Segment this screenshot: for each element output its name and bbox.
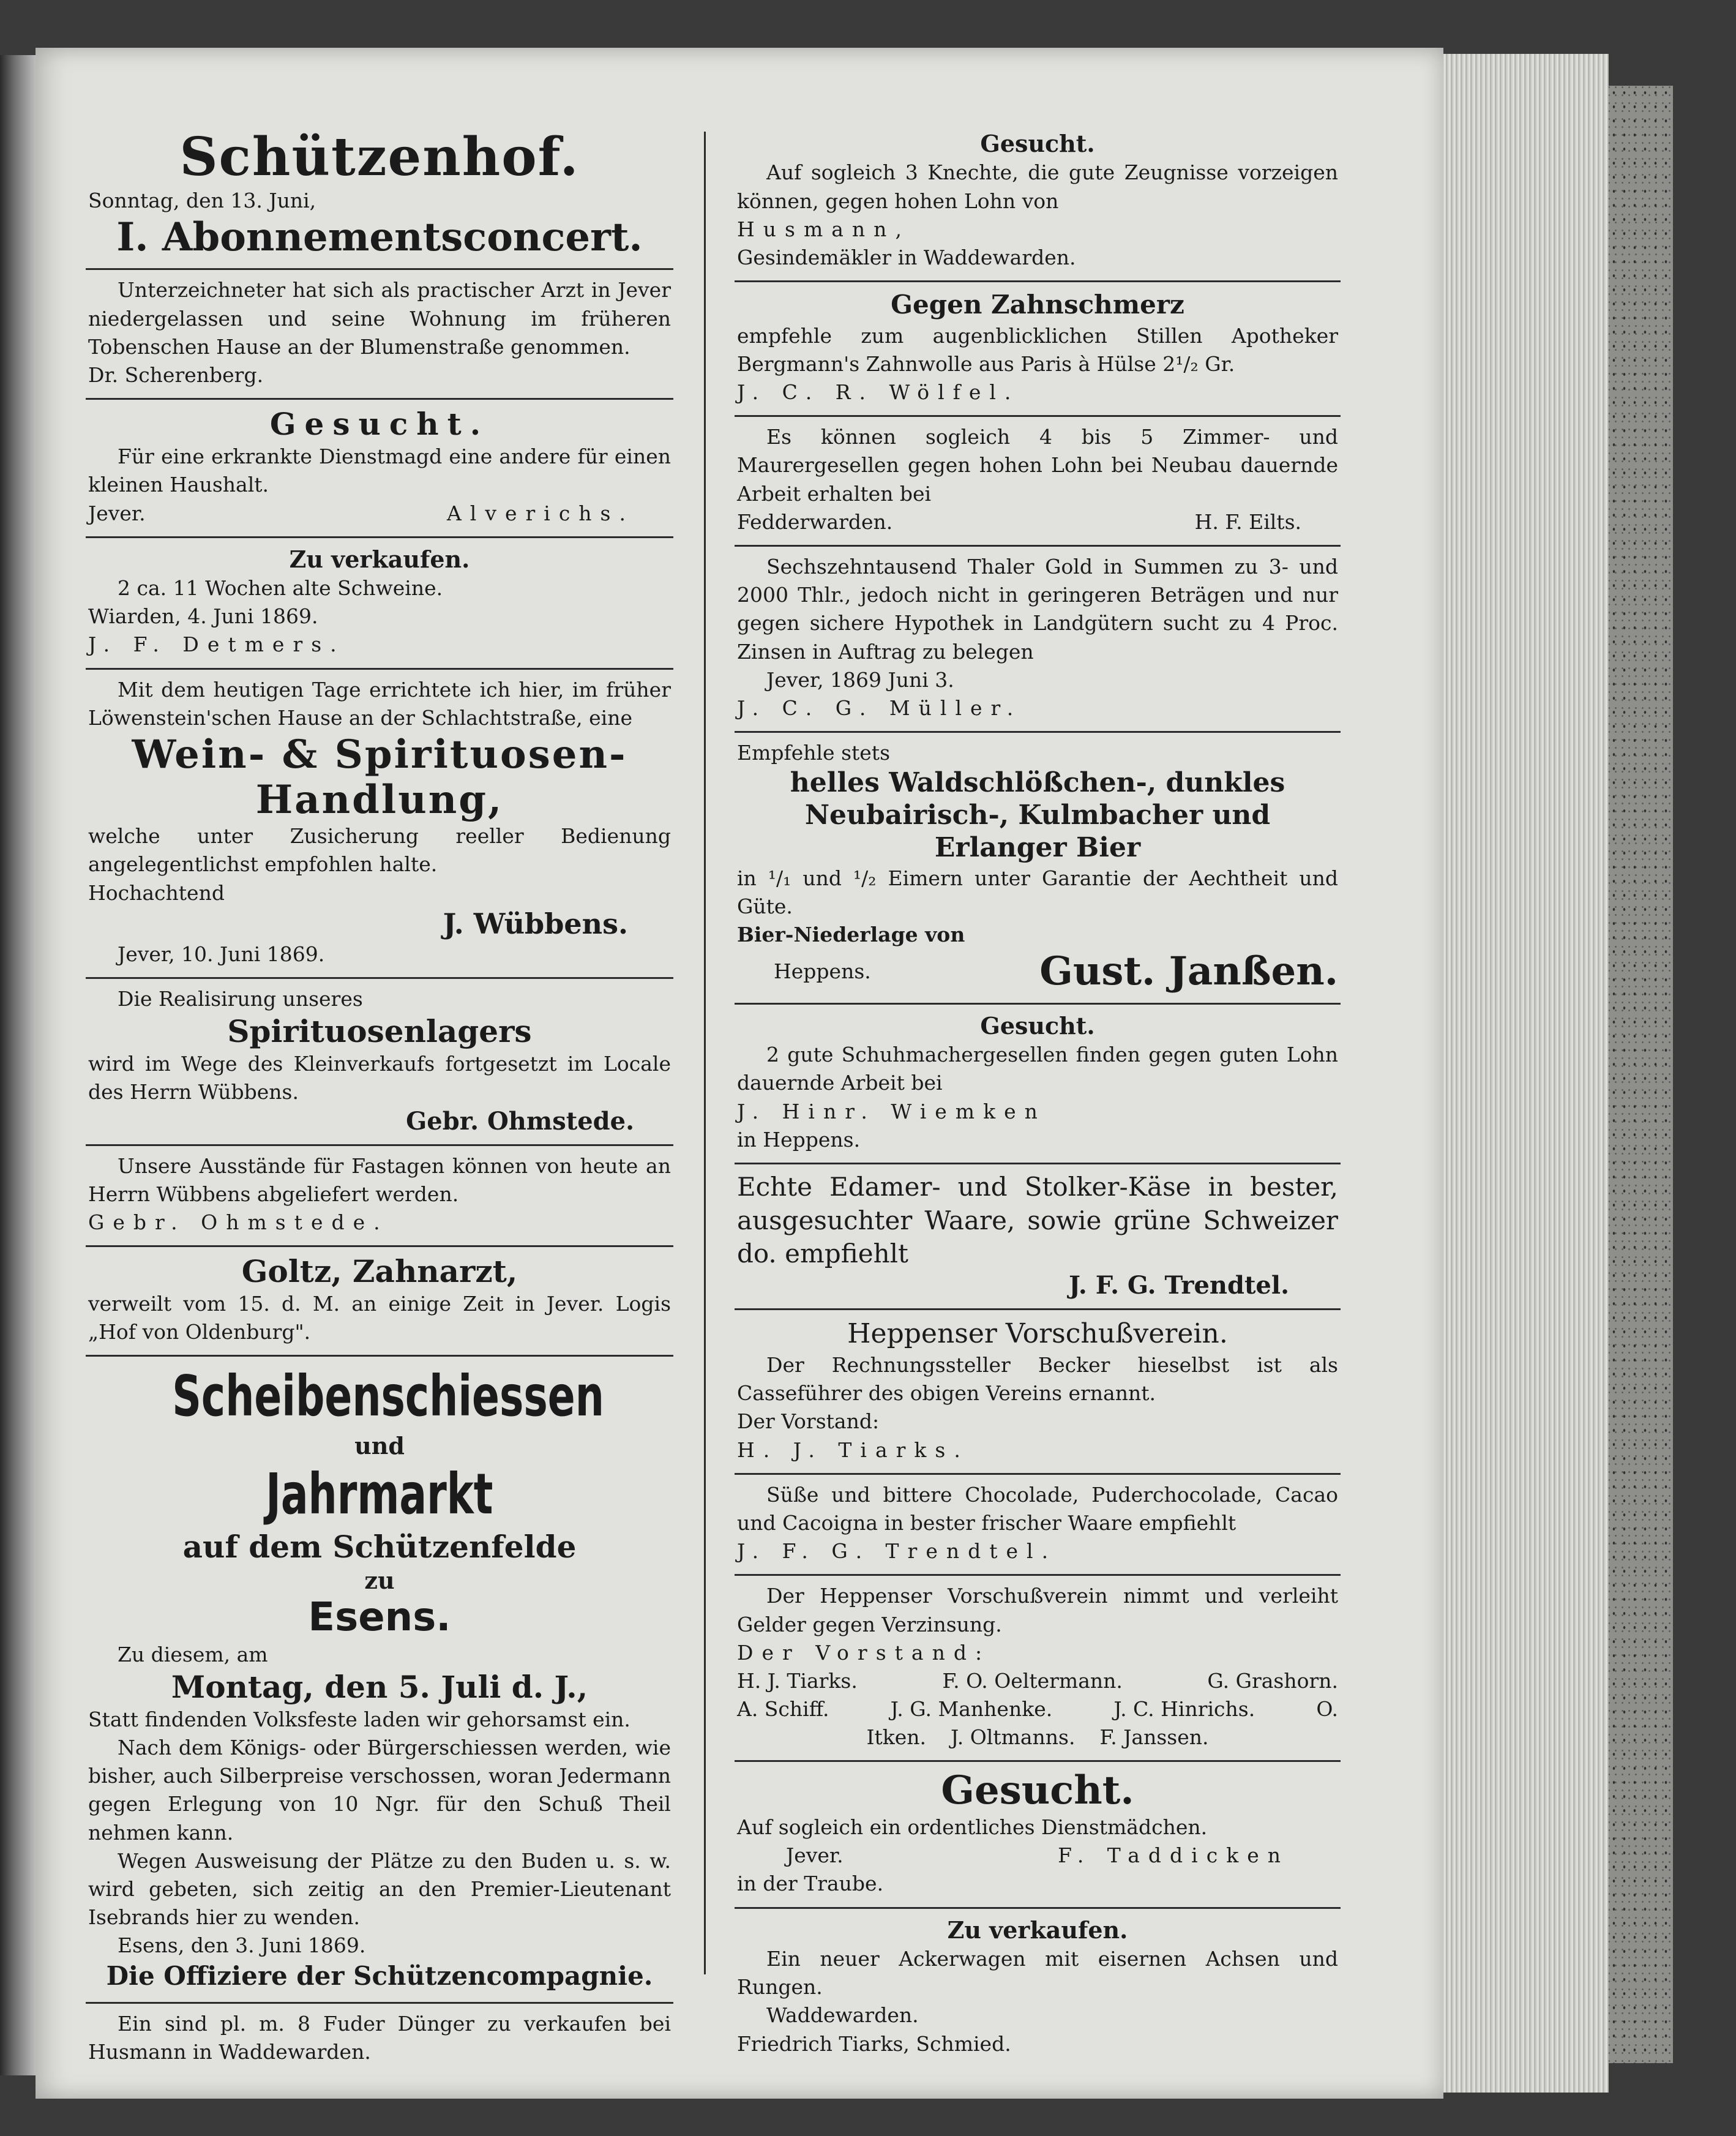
right-column xyxy=(735,122,1341,2067)
ad-text: Ein neuer Ackerwagen mit eisernen Achsen und Rungen. xyxy=(737,1947,1338,1999)
ad-title-main: Scheibenschiessen xyxy=(172,1363,604,1430)
ad-signature: J. C. G. Müller. xyxy=(737,695,1022,720)
ad-zu: zu xyxy=(364,1566,395,1594)
ad-title: Spirituosenlagers xyxy=(227,1013,532,1050)
ad-title: Zu verkaufen. xyxy=(947,1916,1128,1944)
ad-text: Der Rechnungssteller Becker hieselbst ist als Casseführer des obigen Vereins ernannt. xyxy=(737,1353,1338,1406)
ad-signature: Friedrich Tiarks, Schmied. xyxy=(737,2031,1011,2056)
ad-signature: Gust. Janßen. xyxy=(1039,948,1338,995)
ad-place: Esens. xyxy=(308,1595,451,1641)
left-column xyxy=(86,122,673,2075)
ad-signature-line2: in der Traube. xyxy=(737,1872,884,1896)
ad-arzt xyxy=(86,270,673,400)
ad-title: Zu verkaufen. xyxy=(289,545,470,573)
member-row-2 xyxy=(737,1695,1338,1723)
ad-wein-handlung xyxy=(86,670,673,979)
member: J. G. Manhenke. xyxy=(890,1697,1053,1722)
ad-chocolade xyxy=(735,1475,1341,1576)
ad-spirituosenlager xyxy=(86,979,673,1146)
member: Itken. xyxy=(866,1725,927,1750)
ad-gesucht-dienstmaedchen xyxy=(735,1762,1341,1908)
ad-signature: J. F. G. Trendtel. xyxy=(1069,1270,1289,1300)
ad-signature: Husmann, xyxy=(737,217,910,241)
ad-text: Es können sogleich 4 bis 5 Zimmer- und Maurergesellen gegen hohen Lohn bei Neubau dauernde Arbeit erhalten bei xyxy=(737,425,1338,506)
ad-place: Jever. xyxy=(786,1843,844,1868)
ad-text: Unterzeichneter hat sich als practischer Arzt in Jever niedergelassen und seine Wohnung im früheren Tobenschen Hause an der Blumenstraße genommen. xyxy=(88,278,671,359)
ad-signature: J. Hinr. Wiemken xyxy=(737,1099,1046,1123)
ad-goltz-zahnarzt xyxy=(86,1247,673,1357)
ad-text-2: Nach dem Königs- oder Bürgerschiessen werden, wie bisher, auch Silberpreise verschossen, woran Jedermann gegen Erlegung von 10 Ngr. für den Schuß Theil nehmen kann. xyxy=(88,1735,671,1845)
ad-signature: Dr. Scherenberg. xyxy=(88,362,264,387)
ad-hypothek xyxy=(735,547,1341,733)
ad-date-signature: Esens, den 3. Juni 1869. xyxy=(118,1933,366,1958)
ad-signature: H. J. Tiarks. xyxy=(737,1437,969,1462)
ad-kaese xyxy=(735,1164,1341,1310)
ad-signature: J. Wübbens. xyxy=(443,907,628,940)
ad-signature-line2: in Heppens. xyxy=(737,1127,861,1152)
ad-text: wird im Wege des Kleinverkaufs fortgesetzt im Locale des Herrn Wübbens. xyxy=(88,1052,671,1104)
ad-text: Süße und bittere Chocolade, Puderchocolade, Cacao und Cacoigna in bester frischer Waare empfiehlt xyxy=(737,1482,1338,1535)
ad-label: Bier-Niederlage von xyxy=(737,923,965,947)
ad-title: Heppenser Vorschußverein. xyxy=(847,1317,1228,1349)
ad-event: I. Abonnementsconcert. xyxy=(116,214,643,260)
ad-signature: Gebr. Ohmstede. xyxy=(406,1106,634,1136)
ad-signature: F. Taddicken xyxy=(1058,1843,1289,1868)
ad-intro: Zu diesem, am xyxy=(118,1642,268,1666)
ad-text: Der Heppenser Vorschußverein nimmt und verleiht Gelder gegen Verzinsung. xyxy=(737,1584,1338,1636)
ad-text: verweilt vom 15. d. M. an einige Zeit in Jever. Logis „Hof von Oldenburg". xyxy=(88,1292,671,1344)
ad-place: Fedderwarden. xyxy=(737,509,893,534)
ad-intro: Empfehle stets xyxy=(737,741,890,765)
ad-date: Jever, 1869 Juni 3. xyxy=(766,667,954,692)
ad-greeting: Hochachtend xyxy=(88,880,225,905)
ad-text: welche unter Zusicherung reeller Bedienung angelegentlichst empfohlen halte. xyxy=(88,824,671,877)
ad-title: Gesucht. xyxy=(269,406,490,443)
member: F. Janssen. xyxy=(1099,1725,1209,1750)
ad-title-line2: Handlung, xyxy=(255,776,504,823)
member: O. xyxy=(1316,1697,1338,1722)
ad-title-jahrmarkt: Jahrmarkt xyxy=(266,1461,493,1527)
ad-signature: J. C. R. Wölfel. xyxy=(737,380,1020,405)
ad-maurer xyxy=(735,417,1341,547)
ad-gesucht-dienstmagd xyxy=(86,400,673,538)
member: G. Grashorn. xyxy=(1207,1668,1338,1693)
ad-text: Echte Edamer- und Stolker-Käse in bester, ausgesuchter Waare, sowie grüne Schweizer do. empfiehlt xyxy=(737,1172,1338,1269)
ad-place: Heppens. xyxy=(774,959,871,984)
ad-text: Unsere Ausstände für Fastagen können von heute an Herrn Wübbens abgeliefert werden. xyxy=(88,1153,671,1206)
ad-signature: Die Offiziere der Schützencompagnie. xyxy=(106,1961,653,1992)
ad-text: Auf sogleich ein ordentliches Dienstmädchen. xyxy=(737,1815,1208,1840)
ad-intro: Die Realisirung unseres xyxy=(118,986,363,1011)
ad-verkaufen-schweine xyxy=(86,538,673,670)
ad-title-location: auf dem Schützenfelde xyxy=(182,1528,577,1565)
ad-signature: Gebr. Ohmstede. xyxy=(88,1210,389,1234)
ad-title: Gesucht. xyxy=(980,1011,1095,1040)
ad-scheibenschiessen xyxy=(86,1357,673,2004)
book-cover-edge xyxy=(1609,86,1673,2063)
ad-zahnschmerz xyxy=(735,282,1341,417)
ad-signature: H. F. Eilts. xyxy=(1194,509,1301,534)
member: J. Oltmanns. xyxy=(951,1725,1076,1750)
left-page-edge xyxy=(0,55,36,2075)
ad-title-line1: Wein- & Spirituosen- xyxy=(132,732,627,778)
ad-title: Gegen Zahnschmerz xyxy=(891,290,1184,320)
ad-signature: J. F. G. Trendtel. xyxy=(737,1539,1057,1564)
page-edges xyxy=(1443,54,1609,2093)
column-divider xyxy=(704,132,706,1974)
member-row-3 xyxy=(737,1723,1338,1752)
ad-text-1: Statt findenden Volksfeste laden wir gehorsamst ein. xyxy=(88,1707,630,1731)
ad-text: Sechszehntausend Thaler Gold in Summen zu 3- und 2000 Thlr., jedoch nicht in geringeren Beträgen und nur gegen sichere Hypothek in Landgütern sucht zu 4 Proc. Zinsen in Auftrag zu belegen xyxy=(737,555,1338,664)
ad-signature: J. F. Detmers. xyxy=(88,632,345,657)
ad-text-3: Wegen Ausweisung der Plätze zu den Buden u. s. w. wird gebeten, sich zeitig an den Premier-Lieutenant Isebrands hier zu wenden. xyxy=(88,1848,671,1930)
member: J. C. Hinrichs. xyxy=(1113,1697,1255,1722)
ad-signature: Alverichs. xyxy=(446,501,634,525)
ad-text: 2 gute Schuhmachergesellen finden gegen guten Lohn dauernde Arbeit bei xyxy=(737,1043,1338,1095)
member: A. Schiff. xyxy=(737,1697,829,1722)
ad-place: Jever. xyxy=(88,501,146,525)
ad-bier xyxy=(735,733,1341,1005)
ad-duenger xyxy=(86,2004,673,2075)
ad-vorschussverein xyxy=(735,1310,1341,1475)
ad-fastagen xyxy=(86,1146,673,1248)
ad-verkaufen-ackerwagen xyxy=(735,1909,1341,2067)
ad-title: Gesucht. xyxy=(980,130,1095,157)
ad-title: helles Waldschlößchen-, dunkles Neubairisch-, Kulmbacher und Erlanger Bier xyxy=(790,767,1285,863)
ad-place: Waddewarden. xyxy=(766,2003,919,2028)
member-row-1 xyxy=(737,1667,1338,1695)
ad-date: Wiarden, 4. Juni 1869. xyxy=(88,604,318,629)
ad-schuhmacher xyxy=(735,1005,1341,1164)
member: H. J. Tiarks. xyxy=(737,1668,858,1693)
ad-und: und xyxy=(354,1431,405,1460)
ad-date: Jever, 10. Juni 1869. xyxy=(118,942,325,966)
ad-title: Goltz, Zahnarzt, xyxy=(241,1253,518,1290)
ad-intro: Mit dem heutigen Tage errichtete ich hier, im früher Löwenstein'schen Hause an der Schlachtstraße, eine xyxy=(88,677,671,730)
ad-signature-line2: Gesindemäkler in Waddewarden. xyxy=(737,245,1076,269)
ad-label: Der Vorstand: xyxy=(737,1640,991,1665)
member: F. O. Oeltermann. xyxy=(942,1668,1123,1693)
ad-schuetzenhof xyxy=(86,122,673,270)
ad-text: Auf sogleich 3 Knechte, die gute Zeugnisse vorzeigen können, gegen hohen Lohn von xyxy=(737,160,1338,213)
ad-date: Montag, den 5. Juli d. J., xyxy=(171,1668,588,1705)
ad-title: Gesucht. xyxy=(941,1767,1134,1814)
ad-text: in ¹/₁ und ¹/₂ Eimern unter Garantie der Aechtheit und Güte. xyxy=(737,866,1338,918)
ad-text: Für eine erkrankte Dienstmagd eine andere für einen kleinen Haushalt. xyxy=(88,444,671,497)
ad-text: Ein sind pl. m. 8 Fuder Dünger zu verkaufen bei Husmann in Waddewarden. xyxy=(88,2012,671,2064)
ad-label: Der Vorstand: xyxy=(737,1409,880,1434)
ad-text: 2 ca. 11 Wochen alte Schweine. xyxy=(118,576,443,601)
ad-title: Schützenhof. xyxy=(179,126,580,188)
ad-gesucht-knechte xyxy=(735,122,1341,282)
ad-verein-vorstand xyxy=(735,1576,1341,1762)
ad-text: empfehle zum augenblicklichen Stillen Apotheker Bergmann's Zahnwolle aus Paris à Hülse 2¹/₂ Gr. xyxy=(737,323,1338,376)
ad-date: Sonntag, den 13. Juni, xyxy=(88,188,316,212)
